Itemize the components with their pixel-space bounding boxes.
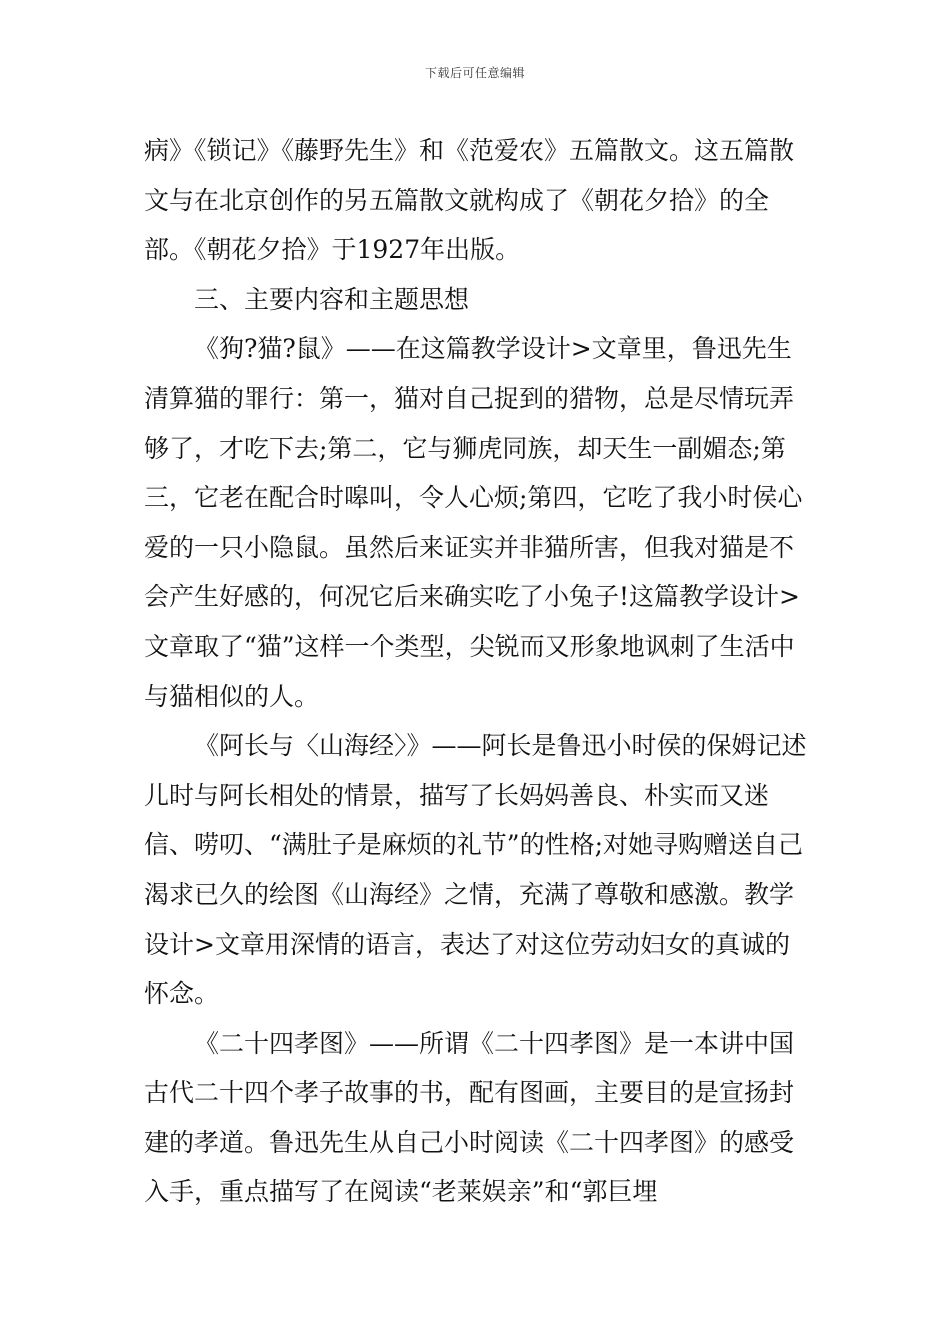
document-body <box>144 126 808 1217</box>
paragraph-a-chang: 《阿长与〈山海经〉》——阿长是鲁迅小时侯的保姆记述儿时与阿长相处的情景，描写了长妈妈善良、朴实而又迷信、唠叨、“满肚子是麻烦的礼节”的性格;对她寻购赠送自己渴求已久的绘图《山海经》之情，充满了尊敬和感激。教学设计>文章用深情的语言，表达了对这位劳动妇女的真诚的怀念。 <box>144 731 807 1009</box>
paragraph-continuation: 病》《锁记》《藤野先生》和《范爱农》五篇散文。这五篇散文与在北京创作的另五篇散文就构成了《朝花夕拾》的全部。《朝花夕拾》于1927年出版。 <box>144 136 795 265</box>
page-header: 下载后可任意编辑 <box>424 66 525 80</box>
paragraph-24-filial-piety: 《二十四孝图》——所谓《二十四孝图》是一本讲中国古代二十四个孝子故事的书，配有图画，主要目的是宣扬封建的孝道。鲁迅先生从自己小时阅读《二十四孝图》的感受入手，重点描写了在阅读“老莱娱亲”和“郭巨埋 <box>144 1028 795 1207</box>
section-heading: 三、主要内容和主题思想 <box>194 284 470 314</box>
paragraph-dog-cat-mouse: 《狗?猫?鼠》——在这篇教学设计>文章里，鲁迅先生清算猫的罪行：第一，猫对自己捉到的猎物，总是尽情玩弄够了，才吃下去;第二，它与狮虎同族，却天生一副媚态;第三，它老在配合时嗥叫，令人心烦;第四，它吃了我小时侯心爱的一只小隐鼠。虽然后来证实并非猫所害，但我对猫是不会产生好感的，何况它后来确实吃了小兔子!这篇教学设计>文章取了“猫”这样一个类型，尖锐而又形象地讽刺了生活中与猫相似的人。 <box>144 334 803 711</box>
